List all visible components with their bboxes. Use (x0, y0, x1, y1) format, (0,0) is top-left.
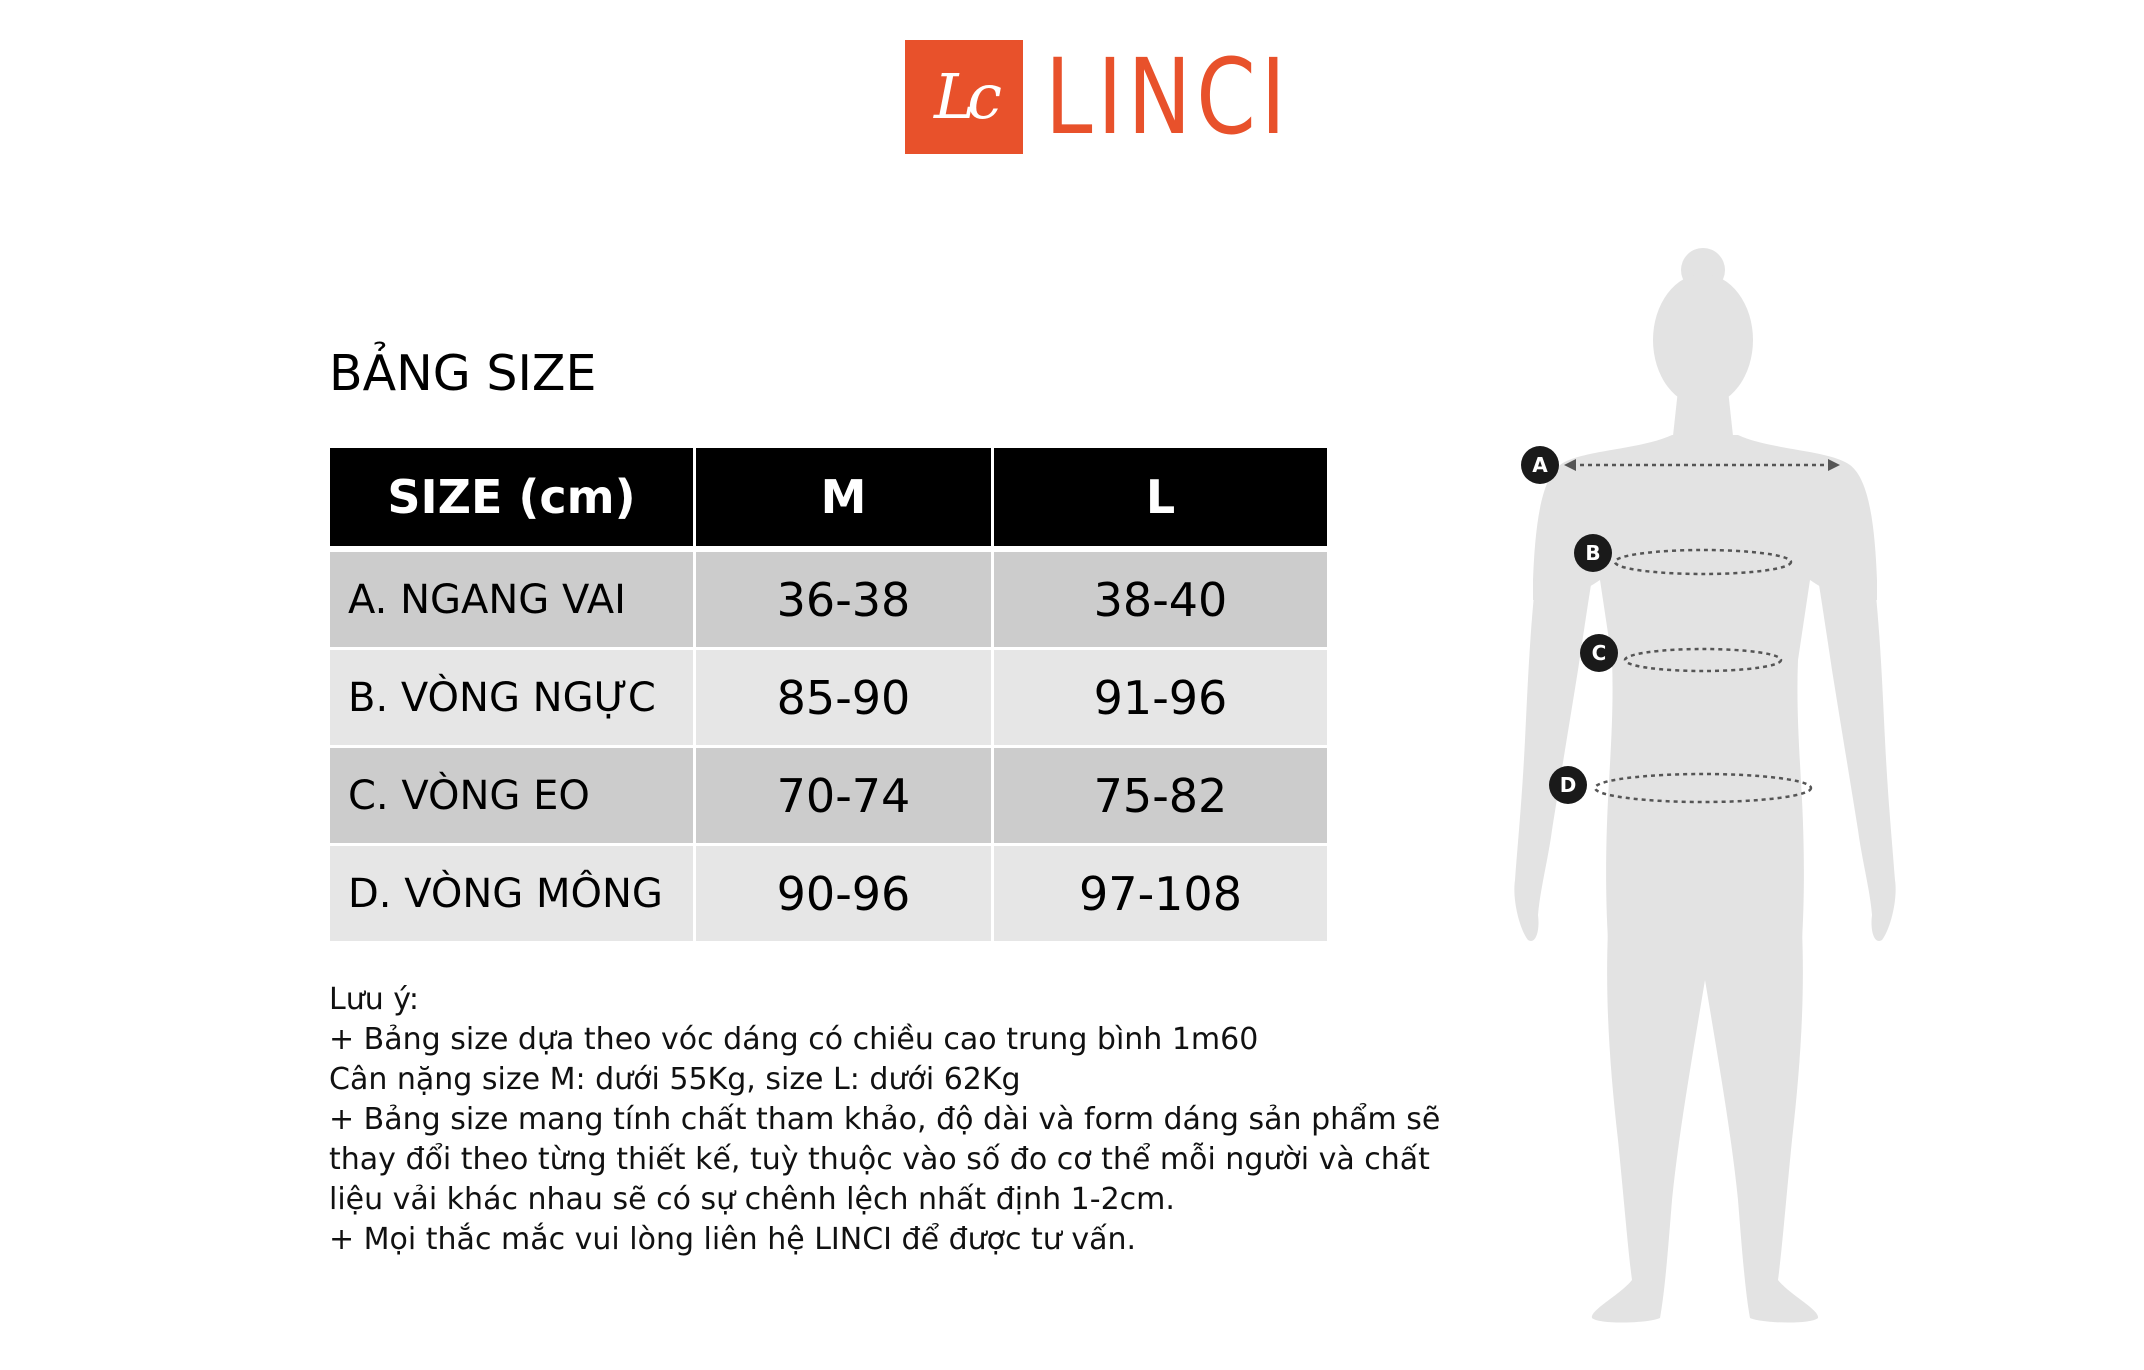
note-line: Cân nặng size M: dưới 55Kg, size L: dưới 62Kg (329, 1062, 1021, 1097)
row-label: D. VÒNG MÔNG (329, 845, 695, 943)
marker-label-c: C (1591, 641, 1607, 665)
marker-label-d: D (1559, 773, 1577, 797)
table-row (329, 845, 1329, 943)
cell-m: 85-90 (695, 649, 993, 747)
row-label: B. VÒNG NGỰC (329, 649, 695, 747)
page-title: BẢNG SIZE (329, 345, 597, 402)
header-l: L (993, 447, 1329, 550)
cell-l: 97-108 (993, 845, 1329, 943)
header-size: SIZE (cm) (329, 447, 695, 550)
note-line: thay đổi theo từng thiết kế, tuỳ thuộc vào số đo cơ thể mỗi người và chất (329, 1142, 1430, 1177)
cell-m: 70-74 (695, 747, 993, 845)
table-row (329, 649, 1329, 747)
size-table (327, 445, 1330, 944)
note-line: + Bảng size dựa theo vóc dáng có chiều cao trung bình 1m60 (329, 1022, 1259, 1057)
cell-l: 75-82 (993, 747, 1329, 845)
logo-monogram-box (905, 40, 1023, 154)
note-line: + Mọi thắc mắc vui lòng liên hệ LINCI để được tư vấn. (329, 1222, 1137, 1257)
note-line: + Bảng size mang tính chất tham khảo, độ dài và form dáng sản phẩm sẽ (329, 1102, 1441, 1137)
row-label: C. VÒNG EO (329, 747, 695, 845)
notes-block (329, 980, 1441, 1260)
cell-m: 36-38 (695, 549, 993, 649)
table-header-row (329, 447, 1329, 550)
table-row (329, 747, 1329, 845)
marker-label-a: A (1532, 453, 1548, 477)
cell-l: 91-96 (993, 649, 1329, 747)
cell-l: 38-40 (993, 549, 1329, 649)
header-m: M (695, 447, 993, 550)
body-silhouette (1500, 240, 1920, 1330)
marker-label-b: B (1585, 541, 1601, 565)
cell-m: 90-96 (695, 845, 993, 943)
row-label: A. NGANG VAI (329, 549, 695, 649)
logo-wordmark: LINCI (1045, 36, 1291, 158)
notes-heading: Lưu ý: (329, 982, 419, 1017)
logo-monogram: Lc (934, 60, 994, 133)
body-figure (1500, 240, 1920, 1330)
brand-logo (905, 36, 1345, 158)
table-row (329, 549, 1329, 649)
note-line: liệu vải khác nhau sẽ có sự chênh lệch nhất định 1-2cm. (329, 1182, 1175, 1217)
